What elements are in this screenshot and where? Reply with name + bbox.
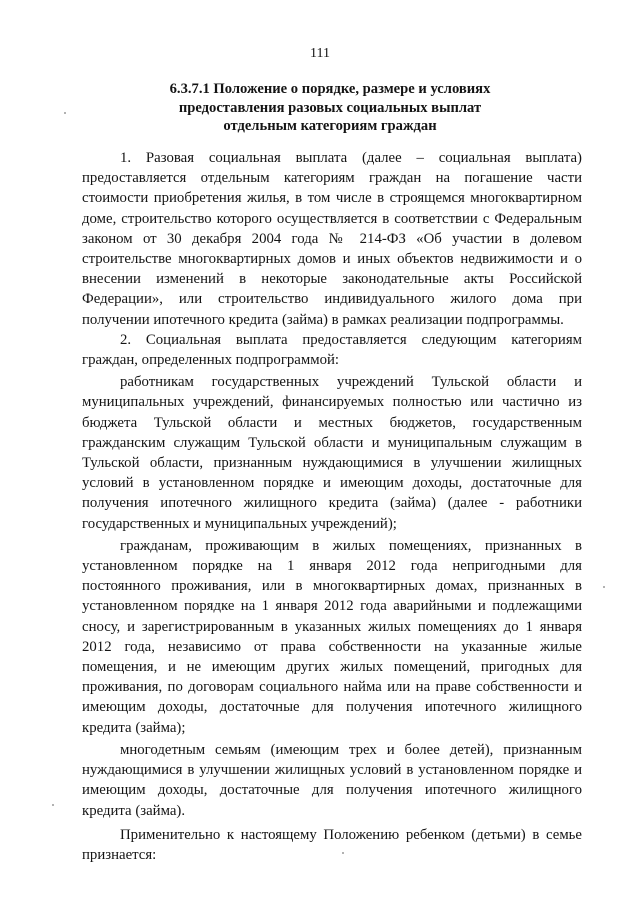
heading-line: 6.3.7.1 Положение о порядке, размере и условиях <box>169 81 491 97</box>
document-body <box>82 148 582 865</box>
text-line: кредита (займа). <box>82 802 186 819</box>
text-line: Применительно к настоящему Положению ребенком (детьми) в семье <box>120 826 582 843</box>
text-line: гражданским служащим Тульской области и муниципальным служащим в <box>82 434 582 451</box>
text-line: постоянного проживания, или в многоквартирных домах, признанных в <box>82 578 582 595</box>
text-line: доме, строительство которого осуществляется в соответствии с Федеральным <box>82 210 582 227</box>
text-line: помещения, и не имеющим других жилых помещений, пригодных для <box>82 659 582 676</box>
paragraph-large-families <box>82 740 582 821</box>
page-number: 111 <box>310 46 330 61</box>
scan-speck <box>603 586 605 588</box>
text-line: муниципальных учреждений, финансируемых полностью или частично из <box>82 394 582 411</box>
heading-line: отдельным категориям граждан <box>223 118 437 134</box>
scan-speck <box>64 112 66 114</box>
heading-line: предоставления разовых социальных выплат <box>178 99 482 116</box>
text-line: проживания, по договорам социального найма или на праве собственности и <box>82 679 582 696</box>
text-line: гражданам, проживающим в жилых помещениях, признанных в <box>120 537 582 554</box>
text-line: установленном порядке на 1 января 2012 года аварийными и подлежащими <box>82 598 582 615</box>
text-line: граждан, определенных подпрограммой: <box>82 352 340 369</box>
text-line: стоимости приобретения жилья, в том числе в строящемся многоквартирном <box>82 190 582 207</box>
text-line: строительстве многоквартирных домов и иных объектов недвижимости и о <box>82 251 582 268</box>
text-line: получения ипотечного жилищного кредита (займа) (далее - работники <box>82 495 582 512</box>
text-line: получении ипотечного кредита (займа) в рамках реализации подпрограммы. <box>82 311 564 328</box>
scan-speck <box>52 804 54 806</box>
paragraph-1 <box>82 148 582 330</box>
paragraph-employees <box>82 372 582 534</box>
text-line: имеющим доходы, достаточные для получения ипотечного жилищного <box>82 699 582 716</box>
text-line: 1. Разовая социальная выплата (далее – социальная выплата) <box>120 150 582 166</box>
text-line: имеющим доходы, достаточные для получения ипотечного жилищного <box>82 782 582 799</box>
text-line: государственных и муниципальных учреждений); <box>82 515 397 532</box>
text-line: 2012 года, независимо от права собственности на указанные жилые <box>82 638 582 655</box>
paragraph-child-definition <box>82 825 582 865</box>
text-line: условий в установленном порядке и имеющим доходы, достаточные для <box>82 475 582 492</box>
paragraph-residents <box>82 536 582 738</box>
text-line: многодетным семьям (имеющим трех и более детей), признанным <box>120 741 582 758</box>
text-line: внесении изменений в некоторые законодательные акты Российской <box>82 271 582 288</box>
text-line: предоставляется отдельным категориям граждан на погашение части <box>82 170 582 187</box>
section-heading <box>110 80 550 136</box>
text-line: работникам государственных учреждений Тульской области и <box>120 374 582 391</box>
text-line: признается: <box>82 846 157 863</box>
text-line: бюджета Тульской области и местных бюджетов, государственным <box>82 414 582 431</box>
paragraph-2 <box>82 330 582 370</box>
text-line: сносу, и зарегистрированным в указанных жилых помещениях до 1 января <box>82 618 582 635</box>
text-line: Тульской области, признанным нуждающимися в улучшении жилищных <box>82 455 582 472</box>
text-line: законом от 30 декабря 2004 года № 214-ФЗ «Об участии в долевом <box>82 230 582 247</box>
text-line: кредита (займа); <box>82 719 186 736</box>
text-line: 2. Социальная выплата предоставляется следующим категориям <box>120 331 582 348</box>
scan-speck <box>342 852 344 854</box>
text-line: нуждающимися в улучшении жилищных условий в установленном порядке и <box>82 762 582 779</box>
text-line: Федерации», или строительство индивидуального жилого дома при <box>82 291 582 308</box>
text-line: установленном порядке на 1 января 2012 года непригодными для <box>82 558 582 575</box>
